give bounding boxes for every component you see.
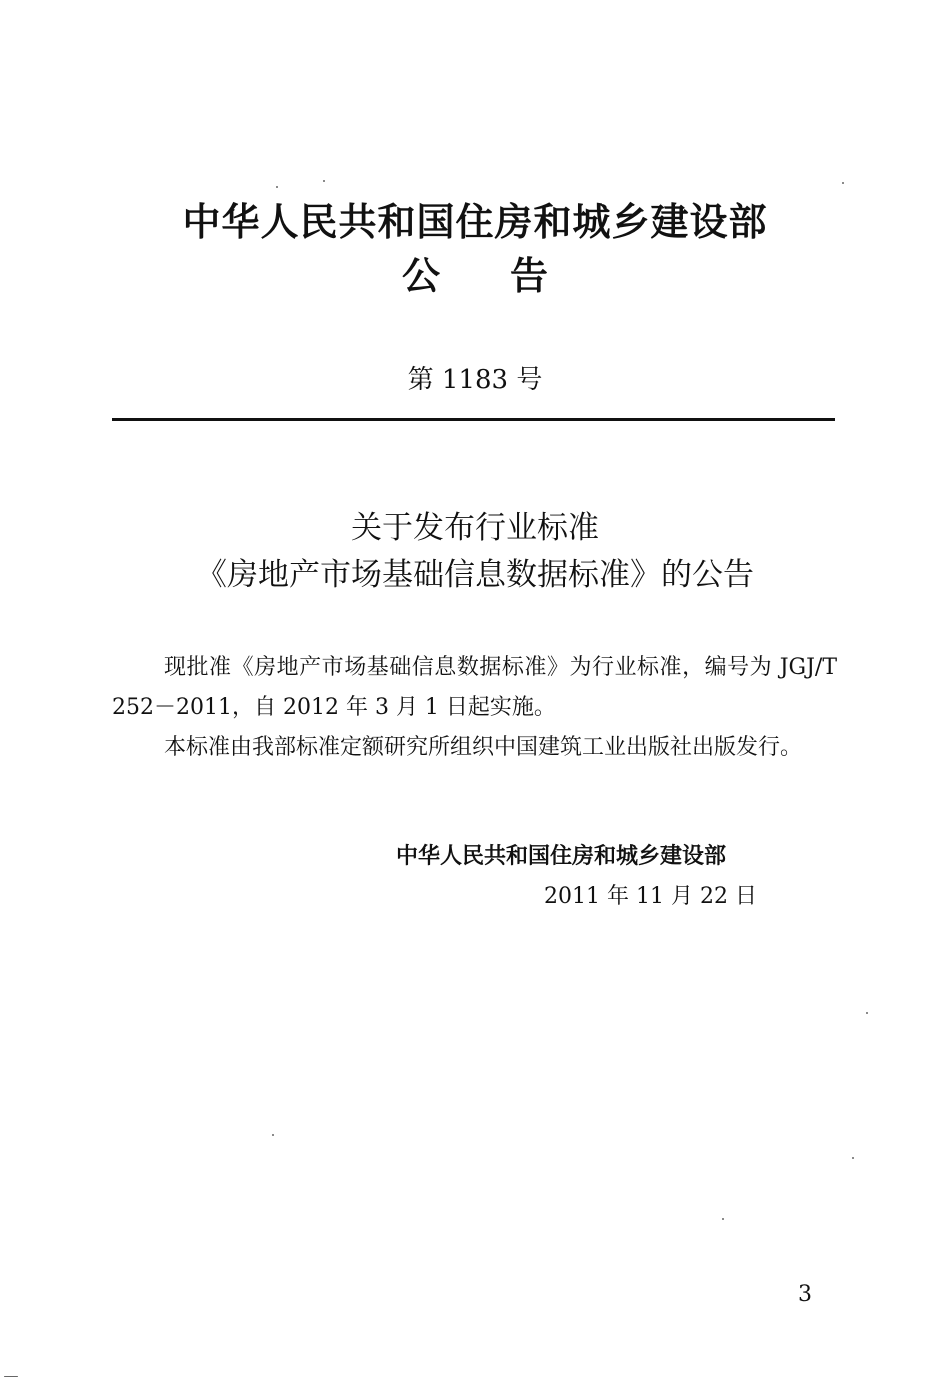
- subject-line-2: 《房地产市场基础信息数据标准》的公告: [196, 557, 754, 593]
- ministry-title: 中华人民共和国住房和城乡建设部: [182, 200, 768, 244]
- subject-line-1: 关于发布行业标准: [351, 510, 599, 546]
- scan-speck: [4, 1376, 18, 1377]
- body-paragraph-1: 现批准《房地产市场基础信息数据标准》为行业标准，编号为 JGJ/T 252－2011，自 2012 年 3 月 1 日起实施。: [112, 655, 837, 720]
- notice-number: 第 1183 号: [407, 365, 543, 395]
- signature-organization: 中华人民共和国住房和城乡建设部: [396, 844, 727, 869]
- scan-speck: [323, 180, 325, 182]
- scan-speck: [722, 1218, 724, 1220]
- body-paragraph-2: 本标准由我部标准定额研究所组织中国建筑工业出版社出版发行。: [164, 735, 803, 760]
- scan-speck: [272, 1134, 274, 1136]
- scan-speck: [842, 182, 844, 184]
- scan-speck: [852, 1157, 854, 1159]
- header-divider: [112, 418, 835, 421]
- scan-speck: [866, 1012, 868, 1014]
- scan-speck: [276, 186, 278, 188]
- page-number: 3: [798, 1282, 812, 1307]
- notice-title: 公告: [401, 254, 618, 298]
- signature-date: 2011 年 11 月 22 日: [544, 884, 757, 909]
